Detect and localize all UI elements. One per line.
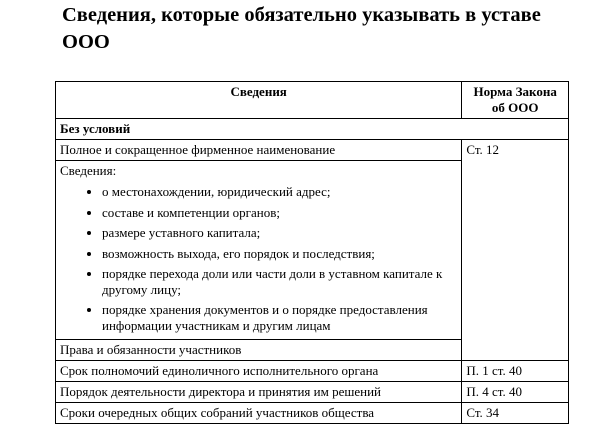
list-item: • о местонахождении, юридический адрес; [102,184,457,200]
table-header-row [56,82,569,119]
row-name-text: Полное и сокращенное фирменное наименование [56,140,462,161]
info-list [60,184,457,333]
table-row [56,361,569,382]
section-row [56,119,569,140]
table-row [56,140,569,161]
list-item: • возможность выхода, его порядок и последствия; [102,246,457,262]
list-item: • составе и компетенции органов; [102,205,457,221]
row-info-intro: Сведения: [60,163,117,178]
section-label: Без условий [56,119,569,140]
list-item: • порядке хранения документов и о порядке предоставления информации участникам и другим лицам [102,302,457,333]
row-term-norm: П. 1 ст. 40 [462,361,569,382]
row-name-norm: Ст. 12 [462,140,569,361]
row-term-text: Срок полномочий единоличного исполнительного органа [56,361,462,382]
row-director-text: Порядок деятельности директора и принятия им решений [56,382,462,403]
row-meetings-text: Сроки очередных общих собраний участников общества [56,403,462,424]
row-info-cell [56,161,462,340]
table-row [56,382,569,403]
header-info: Сведения [56,82,462,119]
row-rights-text: Права и обязанности участников [56,340,462,361]
charter-info-table [55,81,569,424]
table-row [56,403,569,424]
list-item: • порядке перехода доли или части доли в уставном капитале к другому лицу; [102,266,457,297]
header-norm: Норма Закона об ООО [462,82,569,119]
row-meetings-norm: Ст. 34 [462,403,569,424]
list-item: • размере уставного капитала; [102,225,457,241]
page-title: Сведения, которые обязательно указывать в уставе ООО [62,4,541,53]
row-director-norm: П. 4 ст. 40 [462,382,569,403]
